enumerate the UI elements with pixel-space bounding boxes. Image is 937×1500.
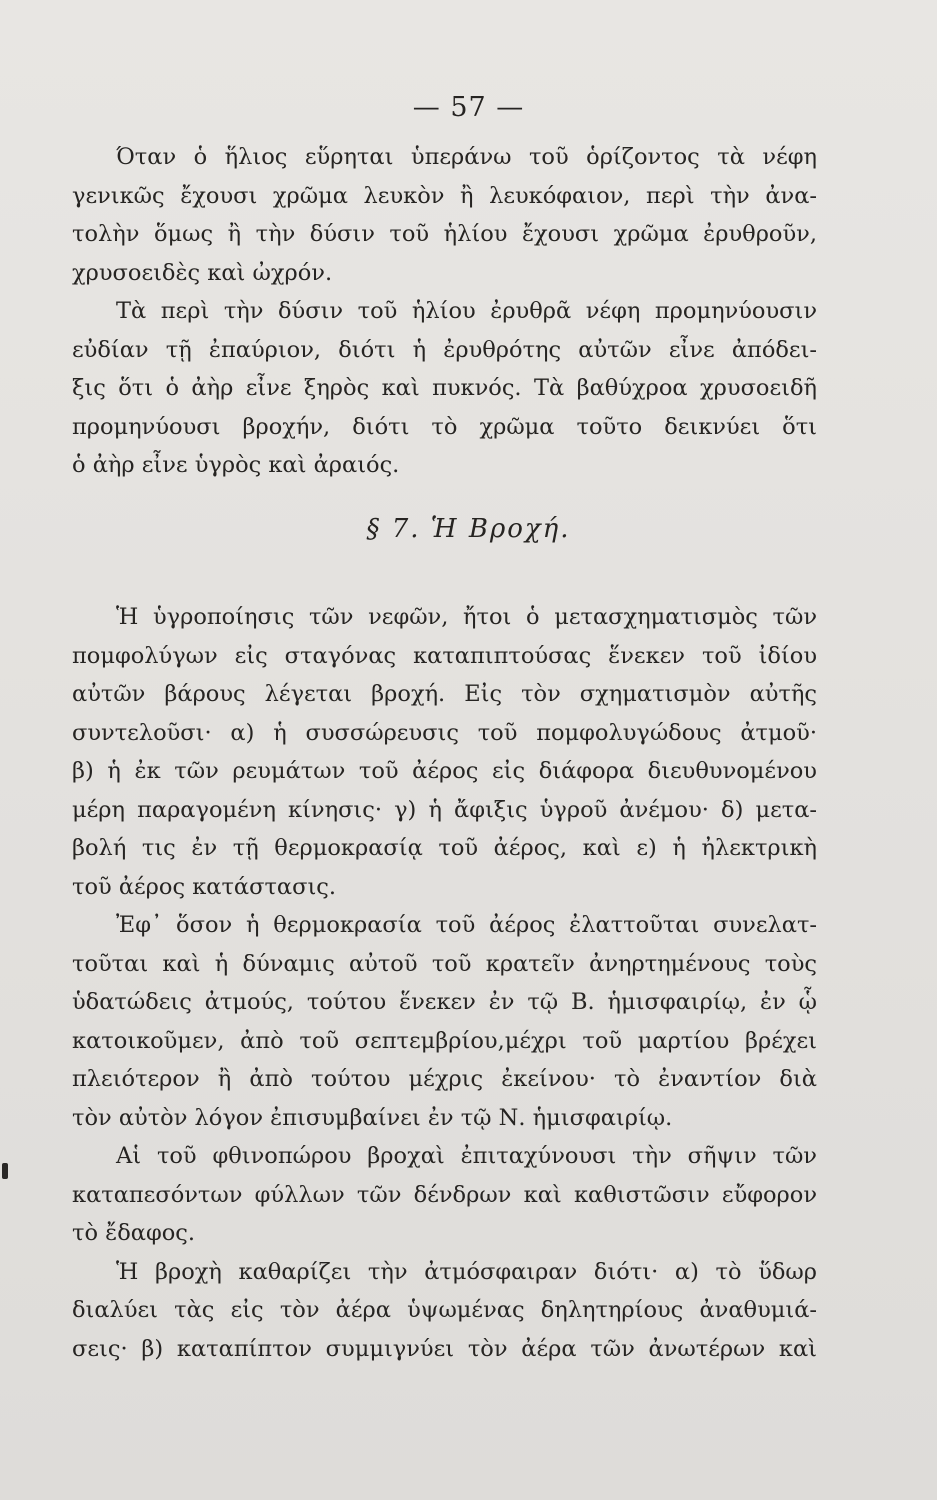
text-line: πλειότερον ἢ ἀπὸ τούτου μέχρις ἐκείνου· τὸ ἐναντίον διὰ	[72, 1066, 817, 1092]
text-block-top	[72, 138, 817, 485]
text-line: Όταν ὁ ἥλιος εὕρηται ὑπεράνω τοῦ ὁρίζοντος τὰ νέφη	[116, 144, 817, 170]
text-line: αὐτῶν βάρους λέγεται βροχή. Εἰς τὸν σχηματισμὸν αὐτῆς	[72, 681, 817, 707]
text-line: Τὰ περὶ τὴν δύσιν τοῦ ἡλίου ἐρυθρᾶ νέφη προμηνύουσιν	[116, 298, 817, 324]
text-line: καταπεσόντων φύλλων τῶν δένδρων καὶ καθιστῶσιν εὔφορον	[72, 1181, 817, 1208]
text-line: μέρη παραγομένη κίνησις· γ) ἡ ἄφιξις ὑγροῦ ἀνέμου· δ) μετα-	[72, 796, 817, 823]
text-line: β) ἡ ἐκ τῶν ρευμάτων τοῦ ἀέρος εἰς διάφορα διευθυνομένου	[72, 758, 817, 784]
text-line: τὸν αὐτὸν λόγον ἐπισυμβαίνει ἐν τῷ Ν. ἡμισφαιρίῳ.	[72, 1104, 673, 1131]
text-line: τὸ ἔδαφος.	[72, 1220, 196, 1246]
text-line: ὑδατώδεις ἀτμούς, τούτου ἕνεκεν ἐν τῷ Β. ἡμισφαιρίῳ, ἐν ᾧ	[72, 989, 817, 1015]
text-line: συντελοῦσι· α) ἡ συσσώρευσις τοῦ πομφολυγώδους ἀτμοῦ·	[72, 719, 817, 746]
text-line: διαλύει τὰς εἰς τὸν ἀέρα ὑψωμένας δηλητηρίους ἀναθυμιά-	[72, 1297, 817, 1323]
text-line: πομφολύγων εἰς σταγόνας καταπιπτούσας ἕνεκεν τοῦ ἰδίου	[72, 642, 817, 669]
text-line: εὐδίαν τῇ ἐπαύριον, διότι ἡ ἐρυθρότης αὐτῶν εἶνε ἀπόδει-	[72, 336, 817, 363]
text-line: τολὴν ὅμως ἢ τὴν δύσιν τοῦ ἡλίου ἔχουσι χρῶμα ἐρυθροῦν,	[72, 221, 817, 247]
text-line: γενικῶς ἔχουσι χρῶμα λευκὸν ἢ λευκόφαιον, περὶ τὴν ἀνα-	[72, 182, 817, 209]
text-line: Ἡ βροχὴ καθαρίζει τὴν ἀτμόσφαιραν διότι· α) τὸ ὕδωρ	[116, 1258, 817, 1285]
text-line: ὁ ἀὴρ εἶνε ὑγρὸς καὶ ἀραιός.	[72, 452, 400, 478]
text-line: σεις· β) καταπίπτον συμμιγνύει τὸν ἀέρα τῶν ἀνωτέρων καὶ	[72, 1335, 817, 1362]
text-line: τοῦται καὶ ἡ δύναμις αὐτοῦ τοῦ κρατεῖν ἀνηρτημένους τοὺς	[72, 950, 817, 977]
text-line: ξις ὅτι ὁ ἀὴρ εἶνε ξηρὸς καὶ πυκνός. Τὰ βαθύχροα χρυσοειδῆ	[72, 375, 817, 401]
text-line: Αἱ τοῦ φθινοπώρου βροχαὶ ἐπιταχύνουσι τὴν σῆψιν τῶν	[116, 1143, 817, 1169]
text-block-bottom	[72, 598, 817, 1368]
text-line: προμηνύουσι βροχήν, διότι τὸ χρῶμα τοῦτο δεικνύει ὅτι	[72, 413, 817, 440]
text-line: κατοικοῦμεν, ἀπὸ τοῦ σεπτεμβρίου,μέχρι τοῦ μαρτίου βρέχει	[72, 1027, 817, 1054]
margin-ink-mark	[2, 1163, 8, 1179]
text-line: χρυσοειδὲς καὶ ὠχρόν.	[72, 259, 333, 286]
page-number: — 57 —	[412, 92, 525, 123]
text-line: τοῦ ἀέρος κατάστασις.	[72, 873, 337, 900]
text-line: Ἐφ᾽ ὅσον ἡ θερμοκρασία τοῦ ἀέρος ἐλαττοῦται συνελατ-	[116, 912, 817, 938]
text-line: βολή τις ἐν τῇ θερμοκρασίᾳ τοῦ ἀέρος, καὶ ε) ἡ ἠλεκτρικὴ	[72, 835, 817, 861]
section-heading: § 7. Ἡ Βροχή.	[366, 514, 571, 544]
text-line: Ἡ ὑγροποίησις τῶν νεφῶν, ἤτοι ὁ μετασχηματισμὸς τῶν	[116, 604, 817, 630]
